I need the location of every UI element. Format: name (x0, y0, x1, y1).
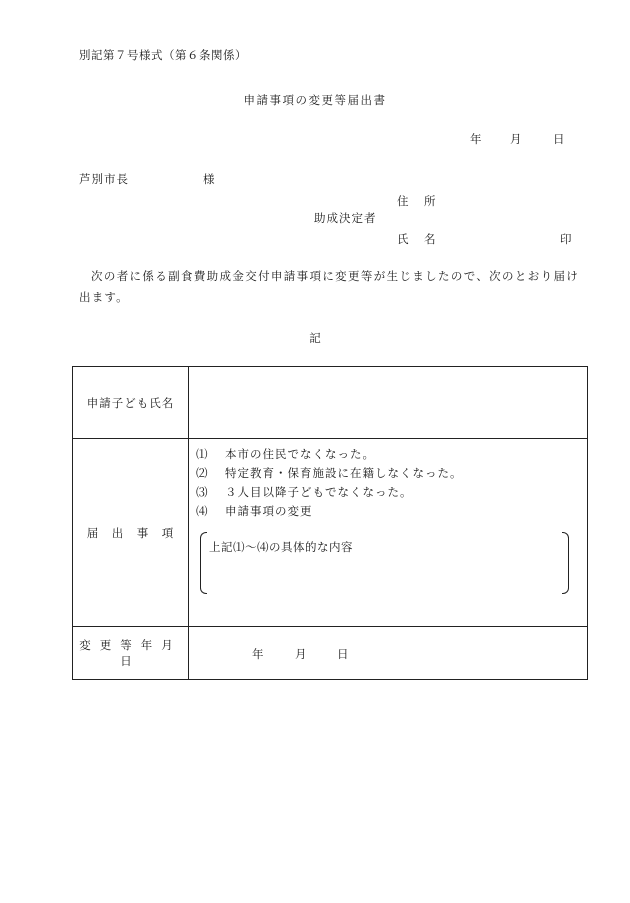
addressee-name: 芦別市長 (79, 172, 129, 186)
notification-table (72, 366, 588, 680)
item-text: 特定教育・保育施設に在籍しなくなった。 (225, 466, 463, 480)
child-name-label: 申請子ども氏名 (73, 367, 189, 439)
date-month-label: 月 (510, 132, 522, 146)
item-number: ⑴ (196, 447, 209, 461)
notification-items-cell (189, 439, 588, 627)
change-date-month: 月 (295, 647, 307, 661)
list-item[interactable] (196, 464, 581, 483)
page-title: 申請事項の変更等届出書 (243, 93, 387, 107)
seal-mark: 印 (560, 232, 572, 246)
notification-items-label (73, 439, 189, 627)
addressee-honorific: 様 (203, 172, 215, 186)
item-text: 本市の住民でなくなった。 (225, 447, 375, 461)
item-number: ⑷ (196, 504, 209, 518)
table-row (73, 439, 588, 627)
right-bracket (562, 532, 569, 594)
notification-items-label-text: 届 出 事 項 (86, 525, 175, 540)
item-number: ⑶ (196, 485, 209, 499)
applicant-role-label: 助成決定者 (314, 211, 377, 225)
change-date-label-text: 変更等年月日 (79, 638, 182, 668)
change-date-label (73, 627, 189, 680)
item-text: ３人目以降子どもでなくなった。 (225, 485, 413, 499)
date-year-label: 年 (470, 132, 482, 146)
form-id: 別記第７号様式（第６条関係） (79, 48, 247, 62)
table-row (73, 367, 588, 439)
change-date-field[interactable] (189, 627, 588, 680)
applicant-name-label: 氏 名 (397, 232, 438, 246)
change-date-day: 日 (337, 647, 349, 661)
item-number: ⑵ (196, 466, 209, 480)
item-text: 申請事項の変更 (225, 504, 313, 518)
body-text: 次の者に係る副食費助成金交付申請事項に変更等が生じましたので、次のとおり届け出ます。 (79, 269, 579, 304)
ki-heading: 記 (309, 331, 321, 345)
address-label: 住 所 (397, 194, 438, 208)
child-name-field[interactable] (189, 367, 588, 439)
change-date-year: 年 (252, 647, 264, 661)
detail-label: 上記⑴～⑷の具体的な内容 (209, 540, 353, 554)
submission-date (470, 131, 565, 147)
left-bracket (200, 532, 207, 594)
table-row (73, 627, 588, 680)
date-day-label: 日 (553, 132, 565, 146)
list-item[interactable] (196, 502, 581, 521)
list-item[interactable] (196, 483, 581, 502)
detail-bracket-field[interactable] (200, 532, 569, 594)
list-item[interactable] (196, 445, 581, 464)
